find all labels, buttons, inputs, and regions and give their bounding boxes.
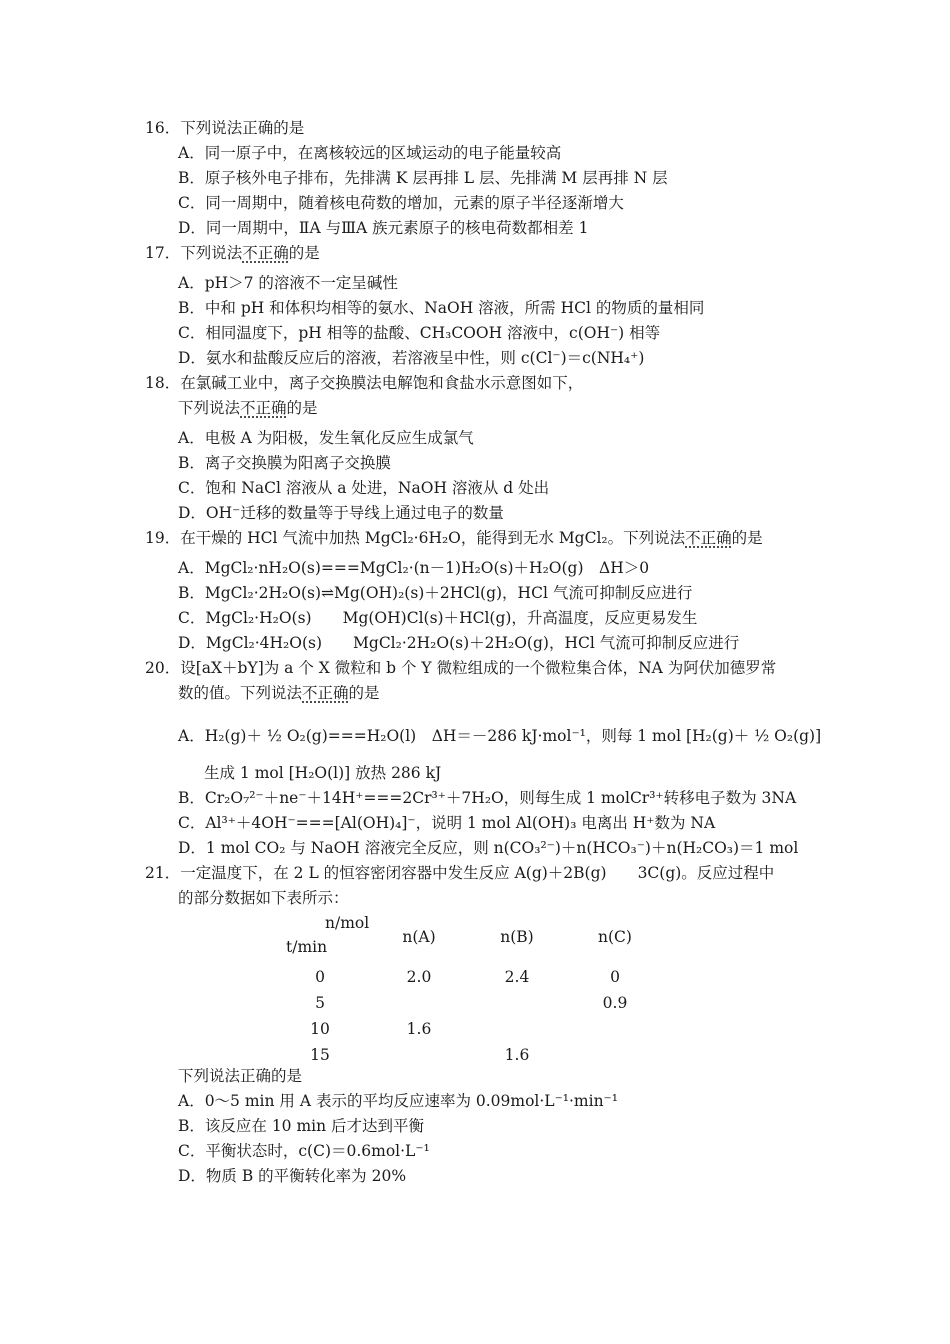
table-cell: 2.4 <box>504 968 530 986</box>
table-cell: 10 <box>310 1020 330 1038</box>
table-row <box>270 990 664 1016</box>
q17-option-b: B．中和 pH 和体积均相等的氨水、NaOH 溶液，所需 HCl 的物质的量相同 <box>178 299 705 317</box>
q18-stem-line2 <box>178 398 318 418</box>
table-cell: 0.9 <box>602 994 628 1012</box>
table-cell: 5 <box>315 994 325 1012</box>
q20-option-a-line1: A．H₂(g)＋ ½ O₂(g)===H₂O(l) ΔH＝－286 kJ·mol⁻¹，则每 1 mol [H₂(g)＋ ½ O₂(g)] <box>178 727 822 745</box>
q21-data-table <box>270 910 664 1068</box>
table-header-nb: n(B) <box>500 928 534 946</box>
q20-option-a-line2: 生成 1 mol [H₂O(l)] 放热 286 kJ <box>204 764 442 782</box>
table-cell <box>370 1042 468 1068</box>
q17-option-a: A．pH＞7 的溶液不一定呈碱性 <box>178 274 398 292</box>
q18-option-b: B．离子交换膜为阳离子交换膜 <box>178 454 391 472</box>
table-row <box>270 1042 664 1068</box>
q16-option-b: B．原子核外电子排布，先排满 K 层再排 L 层、先排满 M 层再排 N 层 <box>178 169 668 187</box>
q18-option-a: A．电极 A 为阳极，发生氧化反应生成氯气 <box>178 429 474 447</box>
q20-option-c: C．Al³⁺＋4OH⁻===[Al(OH)₄]⁻，说明 1 mol Al(OH)₃ 电离出 H⁺数为 NA <box>178 814 716 832</box>
q19-option-a: A．MgCl₂·nH₂O(s)===MgCl₂·(n－1)H₂O(s)＋H₂O(g) ΔH＞0 <box>178 559 650 577</box>
table-header-na: n(A) <box>402 928 436 946</box>
q21-option-c: C．平衡状态时，c(C)＝0.6mol·L⁻¹ <box>178 1142 430 1160</box>
q17-option-c: C．相同温度下，pH 相等的盐酸、CH₃COOH 溶液中，c(OH⁻) 相等 <box>178 324 661 342</box>
q19-option-c: C．MgCl₂·H₂O(s) Mg(OH)Cl(s)＋HCl(g)，升高温度，反应更易发生 <box>178 609 698 627</box>
q21-stem-line1: 21．一定温度下，在 2 L 的恒容密闭容器中发生反应 A(g)＋2B(g) 3C(g)。反应过程中 <box>145 864 775 882</box>
q20-option-d: D．1 mol CO₂ 与 NaOH 溶液完全反应，则 n(CO₃²⁻)＋n(HCO₃⁻)＋n(H₂CO₃)＝1 mol <box>178 839 799 857</box>
q21-option-b: B．该反应在 10 min 后才达到平衡 <box>178 1117 425 1135</box>
q16-option-c: C．同一周期中，随着核电荷数的增加，元素的原子半径逐渐增大 <box>178 194 624 212</box>
q21-option-a: A．0～5 min 用 A 表示的平均反应速率为 0.09mol·L⁻¹·min⁻¹ <box>178 1092 618 1110</box>
table-row <box>270 964 664 990</box>
table-cell: 1.6 <box>406 1020 432 1038</box>
q21-stem-line3: 下列说法正确的是 <box>178 1067 303 1085</box>
q19-option-d: D．MgCl₂·4H₂O(s) MgCl₂·2H₂O(s)＋2H₂O(g)，HCl 气流可抑制反应进行 <box>178 634 740 652</box>
q20-stem-emphasis: 不正确 <box>302 684 349 702</box>
table-row <box>270 1016 664 1042</box>
q16-option-d: D．同一周期中，ⅡA 与ⅢA 族元素原子的核电荷数都相差 1 <box>178 219 589 237</box>
table-cell: 0 <box>610 968 620 986</box>
q17-stem-emphasis: 不正确 <box>242 244 289 262</box>
table-cell: 1.6 <box>504 1046 530 1064</box>
table-cell: 0 <box>315 968 325 986</box>
q18-stem-line1: 18．在氯碱工业中，离子交换膜法电解饱和食盐水示意图如下， <box>145 374 584 392</box>
table-cell <box>566 1042 664 1068</box>
q19-stem-pre: 19．在干燥的 HCl 气流中加热 MgCl₂·6H₂O，能得到无水 MgCl₂。下列说法 <box>145 529 686 547</box>
q21-option-d: D．物质 B 的平衡转化率为 20% <box>178 1167 407 1185</box>
table-cell <box>370 990 468 1016</box>
q18-stem-pre: 下列说法 <box>178 399 241 417</box>
q20-stem-post: 的是 <box>348 684 380 702</box>
q18-stem-emphasis: 不正确 <box>240 399 287 417</box>
q19-stem-emphasis: 不正确 <box>685 529 732 547</box>
table-corner-n: n/mol <box>325 914 370 932</box>
table-cell <box>468 1016 566 1042</box>
q20-stem-line1: 20．设[aX＋bY]为 a 个 X 微粒和 b 个 Y 微粒组成的一个微粒集合体，NA 为阿伏加德罗常 <box>145 659 777 677</box>
q19-option-b: B．MgCl₂·2H₂O(s)⇌Mg(OH)₂(s)＋2HCl(g)，HCl 气流可抑制反应进行 <box>178 584 693 602</box>
q19-stem-post: 的是 <box>731 529 763 547</box>
q17-option-d: D．氨水和盐酸反应后的溶液，若溶液呈中性，则 c(Cl⁻)＝c(NH₄⁺) <box>178 349 645 367</box>
q20-stem-pre: 数的值。下列说法 <box>178 684 303 702</box>
table-cell: 2.0 <box>406 968 432 986</box>
q16-option-a: A．同一原子中，在离核较远的区域运动的电子能量较高 <box>178 144 562 162</box>
table-cell <box>566 1016 664 1042</box>
q21-stem-line2: 的部分数据如下表所示： <box>178 889 349 907</box>
q18-option-d: D．OH⁻迁移的数量等于导线上通过电子的数量 <box>178 504 504 522</box>
table-corner-t: t/min <box>286 938 328 956</box>
q18-stem-post: 的是 <box>286 399 318 417</box>
q20-stem-line2 <box>178 683 380 703</box>
q17-stem-post: 的是 <box>288 244 320 262</box>
table-cell <box>468 990 566 1016</box>
table-cell: 15 <box>310 1046 330 1064</box>
q17-stem-pre: 17．下列说法 <box>145 244 243 262</box>
q20-option-b: B．Cr₂O₇²⁻＋ne⁻＋14H⁺===2Cr³⁺＋7H₂O，则每生成 1 molCr³⁺转移电子数为 3NA <box>178 789 797 807</box>
q18-option-c: C．饱和 NaCl 溶液从 a 处进，NaOH 溶液从 d 处出 <box>178 479 550 497</box>
table-header-nc: n(C) <box>598 928 632 946</box>
q16-stem: 16．下列说法正确的是 <box>145 119 305 137</box>
q19-stem <box>145 528 763 548</box>
table-corner-cell <box>270 910 370 964</box>
q17-stem <box>145 243 320 263</box>
table-header-row <box>270 910 664 964</box>
